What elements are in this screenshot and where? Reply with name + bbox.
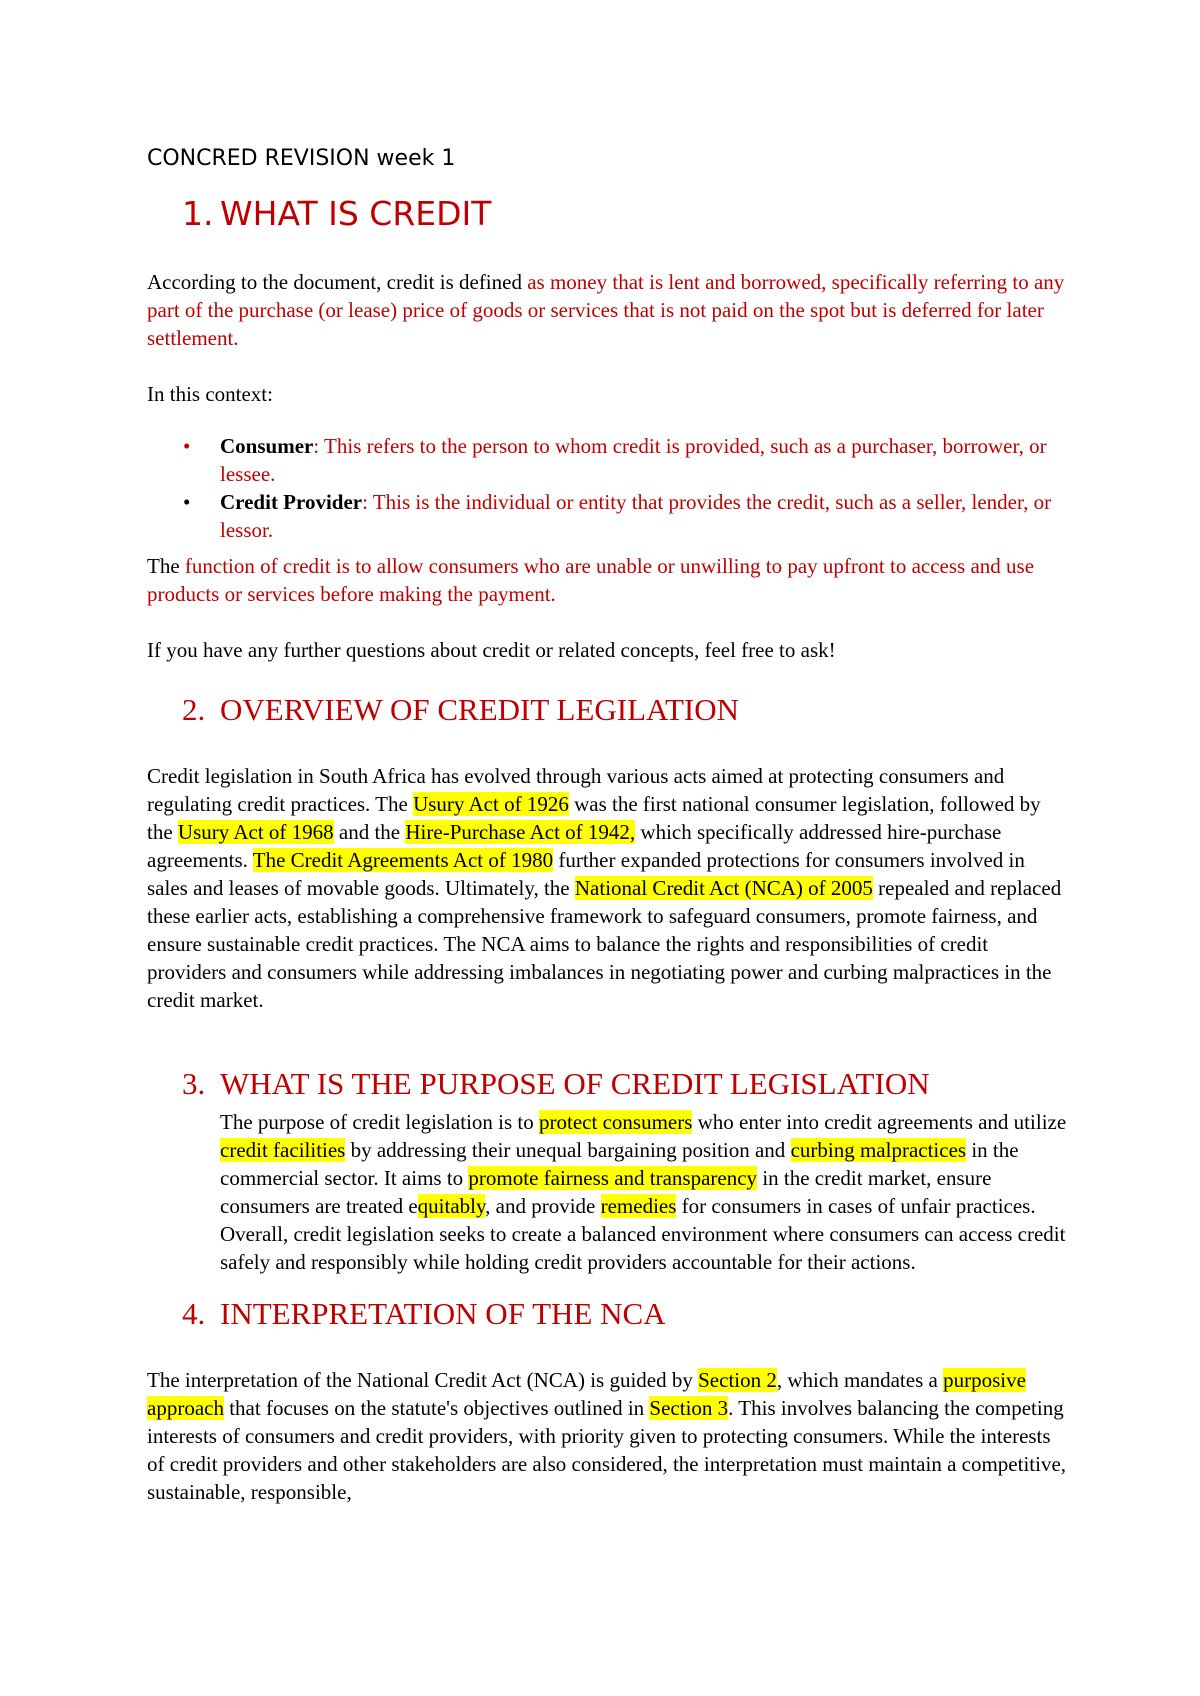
highlight: Section 3	[649, 1396, 729, 1420]
highlight: Hire-Purchase Act of 1942,	[405, 820, 636, 844]
party-bullet-list	[147, 432, 1067, 544]
section-1-heading	[182, 194, 491, 233]
highlight: Usury Act of 1926	[413, 792, 569, 816]
section-3-number: 3.	[182, 1066, 206, 1101]
list-item	[147, 432, 1067, 488]
context-label: In this context:	[147, 382, 273, 406]
highlight: remedies	[600, 1194, 677, 1218]
highlight: curbing malpractices	[790, 1138, 967, 1162]
highlight: Section 2	[698, 1368, 777, 1392]
function-lead: The	[147, 554, 185, 578]
bullet-text: : This refers to the person to whom credit is provided, such as a purchaser, borrower, or lessee.	[220, 434, 1047, 486]
bullet-term: Consumer	[220, 434, 314, 458]
definition-red-text: as money that is lent and borrowed, specifically referring to any part of the purchase (or lease) price of goods or services that is not paid on the spot but is deferred for later settlement.	[147, 270, 1065, 350]
section-4-title: INTERPRETATION OF THE NCA	[220, 1296, 666, 1331]
section-1-number: 1.	[182, 194, 214, 233]
document-title: CONCRED REVISION week 1	[147, 146, 456, 171]
section-3-title: WHAT IS THE PURPOSE OF CREDIT LEGISLATION	[220, 1066, 930, 1101]
bullet-term: Credit Provider	[220, 490, 363, 514]
bullet-text: : This is the individual or entity that provides the credit, such as a seller, lender, or lessor.	[220, 490, 1052, 542]
credit-function-paragraph	[147, 552, 1067, 608]
highlight: promote fairness and transparency	[468, 1166, 758, 1190]
highlight: purposive approach	[147, 1368, 1026, 1420]
bullet-dot-icon: •	[183, 434, 191, 458]
bullet-dot-icon: •	[183, 490, 191, 514]
highlight: quitably	[417, 1194, 486, 1218]
legislation-overview-paragraph: Credit legislation in South Africa has evolved through various acts aimed at protecting consumers and regulating credit practices. The Usury Act of 1926 was the first national consumer legislation, followed by the Usury Act of 1968 and the Hire-Purchase Act of 1942, which specifically addressed hire-purchase agreements. The Credit Agreements Act of 1980 further expanded protections for consumers involved in sales and leases of movable goods. Ultimately, the National Credit Act (NCA) of 2005 repealed and replaced these earlier acts, establishing a comprehensive framework to safeguard consumers, promote fairness, and ensure sustainable credit practices. The NCA aims to balance the rights and responsibilities of credit providers and consumers while addressing imbalances in negotiating power and curbing malpractices in the credit market.	[147, 764, 1062, 1012]
highlight: protect consumers	[539, 1110, 693, 1134]
closing-paragraph: If you have any further questions about credit or related concepts, feel free to ask!	[147, 638, 836, 662]
credit-definition-paragraph	[147, 268, 1067, 352]
function-red-text: function of credit is to allow consumers who are unable or unwilling to pay upfront to access and use products or services before making the payment.	[147, 554, 1035, 606]
section-2-number: 2.	[182, 692, 206, 727]
highlight: credit facilities	[220, 1138, 346, 1162]
section-1-title: WHAT IS CREDIT	[220, 194, 492, 233]
highlight: Usury Act of 1968	[177, 820, 334, 844]
section-3-heading	[182, 1066, 930, 1102]
highlight: The Credit Agreements Act of 1980	[252, 848, 554, 872]
definition-lead: According to the document, credit is defined	[147, 270, 528, 294]
legislation-purpose-paragraph: The purpose of credit legislation is to protect consumers who enter into credit agreements and utilize credit facilities by addressing their unequal bargaining position and curbing malpractices in the commercial sector. It aims to promote fairness and transparency in the credit market, ensure consumers are treated equitably, and provide remedies for consumers in cases of unfair practices. Overall, credit legislation seeks to create a balanced environment where consumers can access credit safely and responsibly while holding credit providers accountable for their actions.	[220, 1110, 1067, 1274]
section-4-heading	[182, 1296, 666, 1332]
nca-interpretation-paragraph: The interpretation of the National Credit Act (NCA) is guided by Section 2, which mandates a purposive approach that focuses on the statute's objectives outlined in Section 3. This involves balancing the competing interests of consumers and credit providers, with priority given to protecting consumers. While the interests of credit providers and other stakeholders are also considered, the interpretation must maintain a competitive, sustainable, responsible,	[147, 1368, 1067, 1504]
section-2-heading	[182, 692, 739, 728]
section-4-number: 4.	[182, 1296, 206, 1331]
list-item	[147, 488, 1067, 544]
section-2-title: OVERVIEW OF CREDIT LEGILATION	[220, 692, 740, 727]
highlight: National Credit Act (NCA) of 2005	[574, 876, 873, 900]
